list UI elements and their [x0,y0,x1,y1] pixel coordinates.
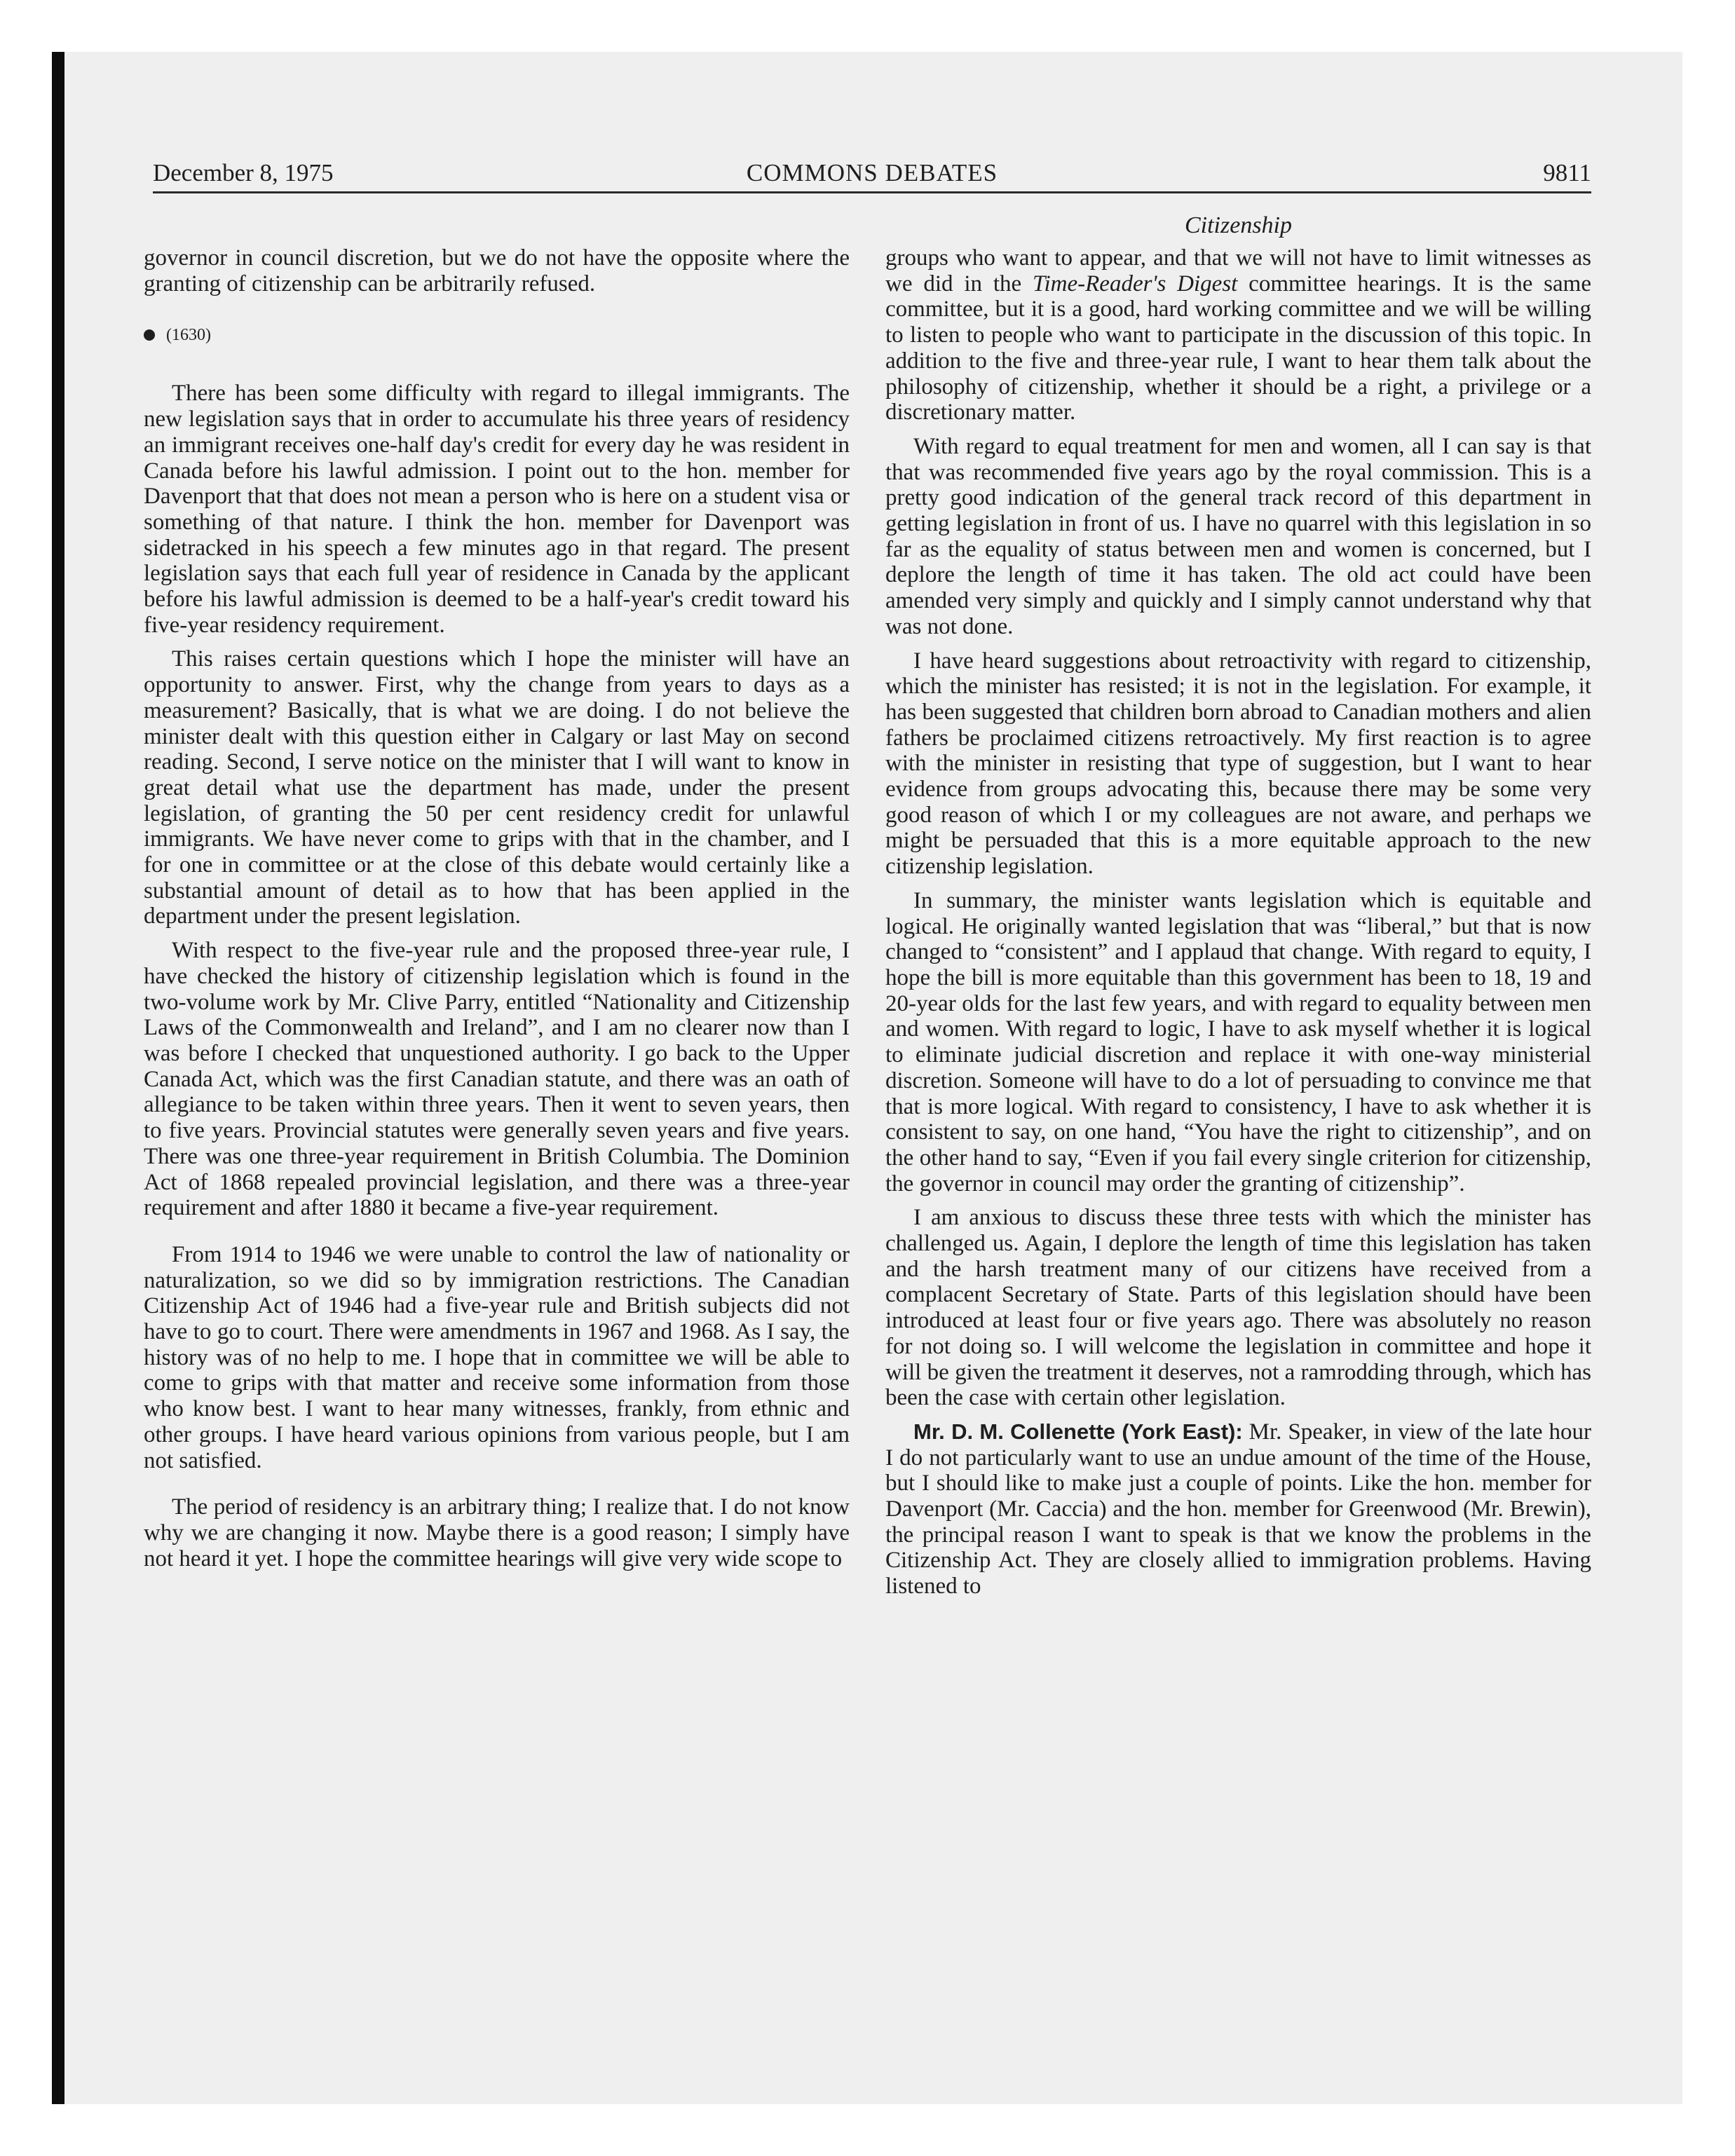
header-rule [153,191,1591,193]
paragraph: This raises certain questions which I hope the minister will have an opportunity to answer. First, why the change from years to days as a measurement? Basically, that is what we are doing. I do not believe the minister dealt with this question either in Calgary or last May on second reading. Second, I serve notice on the minister that I will want to know in great detail what use the department has made, under the present legislation, of granting the 50 per cent residency credit for unlawful immigrants. We have never come to grips with that in the chamber, and I for one in committee or at the close of this debate would certainly like a substantial amount of detail as to how that has been applied in the department under the present legislation. [144,646,850,929]
paragraph-text: committee hearings. It is the same committee, but it is a good, hard working committee and we will be willing to listen to people who want to participate in the discussion of this topic. In addition to the five and three-year rule, I want to hear them talk about the philosophy of citizenship, whether it should be a right, a privilege or a discretionary matter. [885,271,1591,425]
right-column [885,245,1591,1608]
time-marker [144,325,850,346]
paragraph: I am anxious to discuss these three tests with which the minister has challenged us. Again, I deplore the length of time this legislation has taken and the harsh treatment many of our citizens have received from a complacent Secretary of State. Parts of this legislation should have been introduced at least four or five years ago. There was absolutely no reason for not doing so. I will welcome the legislation in committee and hope it will be given the treatment it deserves, not a ramrodding through, which has been the case with certain other legislation. [885,1205,1591,1411]
paragraph-text: Mr. Speaker, in view of the late hour I do not particularly want to use an undue amount of the time of the House, but I should like to make just a couple of points. Like the hon. member for Davenport (Mr. Caccia) and the hon. member for Greenwood (Mr. Brewin), the principal reason I want to speak is that we know the problems in the Citizenship Act. They are closely allied to immigration problems. Having listened to [885,1419,1591,1599]
paragraph: In summary, the minister wants legislation which is equitable and logical. He originally wanted legislation that was “liberal,” but that is now changed to “consistent” and I applaud that change. With regard to equity, I hope the bill is more equitable than this government has been to 18, 19 and 20-year olds for the last few years, and with regard to equality between men and women. With regard to logic, I have to ask myself whether it is logical to eliminate judicial discretion and replace it with one-way ministerial discretion. Someone will have to do a lot of persuading to convince me that that is more logical. With regard to consistency, I have to ask whether it is consistent to say, on one hand, “You have the right to citizenship”, and on the other hand to say, “Even if you fail every single criterion for citizenship, the governor in council may order the granting of citizenship”. [885,887,1591,1196]
header-title: COMMONS DEBATES [746,159,998,186]
speaker-name: Mr. D. M. Collenette (York East): [913,1419,1243,1444]
bullet-icon [144,329,155,341]
header-date: December 8, 1975 [153,159,334,186]
left-column [144,245,850,1580]
paragraph: From 1914 to 1946 we were unable to control the law of nationality or naturalization, so we did so by immigration restrictions. The Canadian Citizenship Act of 1946 had a five-year rule and British subjects did not have to go to court. There were amendments in 1967 and 1968. As I say, the history was of no help to me. I hope that in committee we will be able to come to grips with that matter and receive some information from those who know best. I want to hear many witnesses, frankly, from ethnic and other groups. I have heard various opinions from various people, but I am not satisfied. [144,1241,850,1473]
page-header [153,156,1591,191]
paragraph [885,245,1591,425]
binding-edge [52,52,64,2104]
paragraph: With regard to equal treatment for men and women, all I can say is that that was recommended five years ago by the royal commission. This is a pretty good indication of the general track record of this department in getting legislation in front of us. I have no quarrel with this legislation in so far as the equality of status between men and women is concerned, but I deplore the length of time it has taken. The old act could have been amended very simply and quickly and I simply cannot understand why that was not done. [885,433,1591,639]
header-page-number: 9811 [1543,159,1591,186]
time-marker-text: (1630) [166,326,211,345]
section-title: Citizenship [1184,212,1293,238]
paragraph: The period of residency is an arbitrary thing; I realize that. I do not know why we are changing it now. Maybe there is a good reason; I simply have not heard it yet. I hope the committee hearings will give very wide scope to [144,1494,850,1571]
paragraph: With respect to the five-year rule and the proposed three-year rule, I have checked the history of citizenship legislation which is found in the two-volume work by Mr. Clive Parry, entitled “Nationality and Citizenship Laws of the Commonwealth and Ireland”, and I am no clearer now than I was before I checked that unquestioned authority. I go back to the Upper Canada Act, which was the first Canadian statute, and there was an oath of allegiance to be taken within three years. Then it went to seven years, then to five years. Provincial statutes were generally seven years and five years. There was one three-year requirement in British Columbia. The Dominion Act of 1868 repealed provincial legislation, and there was a three-year requirement and after 1880 it became a five-year requirement. [144,938,850,1221]
publication-title: Time-Reader's Digest [1032,271,1238,296]
paragraph: governor in council discretion, but we do not have the opposite where the granting of citizenship can be arbitrarily refused. [144,245,850,296]
paragraph [885,1419,1591,1599]
paragraph: I have heard suggestions about retroactivity with regard to citizenship, which the minister has resisted; it is not in the legislation. For example, it has been suggested that children born abroad to Canadian mothers and alien fathers be proclaimed citizens retroactively. My first reaction is to agree with the minister in resisting that type of suggestion, but I want to hear evidence from groups advocating this, because there may be some very good reason of which I or my colleagues are not aware, and perhaps we might be persuaded that this is a more equitable approach to the new citizenship legislation. [885,648,1591,880]
paragraph-text: groups who want to appear, and that we will not have to limit witnesses as we did in the [885,245,1591,296]
paragraph: There has been some difficulty with regard to illegal immigrants. The new legislation says that in order to accumulate his three years of residency an immigrant receives one-half day's credit for every day he was resident in Canada before his lawful admission. I point out to the hon. member for Davenport that that does not mean a person who is here on a student visa or something of that nature. I think the hon. member for Davenport was sidetracked in his speech a few minutes ago in that regard. The present legislation says that each full year of residence in Canada by the applicant before his lawful admission is deemed to be a half-year's credit toward his five-year residency requirement. [144,381,850,638]
